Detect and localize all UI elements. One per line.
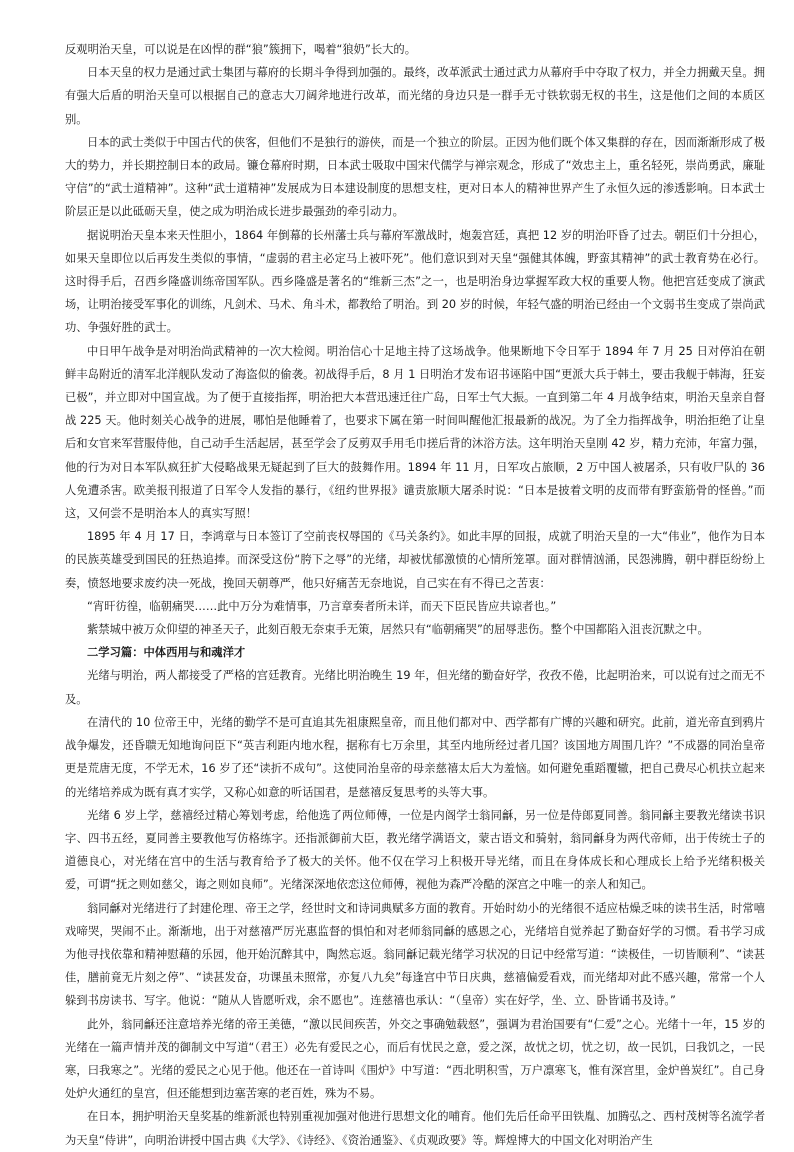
body-paragraph: 此外，翁同龢还注意培养光绪的帝王美德，“激以民间疾苦，外交之事确勉载惄”，强调为君治国要有“仁爱”之心。光绪十一年，15 岁的光绪在一篇声情并茂的御制文中写道“（君王）必先有爱民之心，而后有忧民之意，爱之深，故忧之切，忧之切，故一民饥，曰我饥之，一民寒，曰我寒之”。光绪的爱民之心见于他。他还在一首诗叫《围炉》中写道：“西北明积雪，万户凛寒飞，惟有深宫里，金炉兽炭红”。自己身处炉火通红的皇宫，但还能想到边塞苦寒的老百姓，殊为不易。	[65, 1017, 765, 1101]
document-page	[65, 38, 765, 1152]
body-paragraph: 在日本，拥护明治天皇奖基的维新派也特别重视加强对他进行思想文化的哺育。他们先后任命平田铁胤、加腾弘之、西村茂树等名流学者为天皇“侍讲”，向明治讲授中国古典《大学》、《诗经》、《资治通鉴》、《贞观政要》等。辉煌博大的中国文化对明治产生	[65, 1110, 765, 1147]
body-paragraph: 光绪与明治，两人都接受了严格的宫廷教育。光绪比明治晚生 19 年，但光绪的勤奋好学，孜孜不倦，比起明治来，可以说有过之而无不及。	[65, 669, 765, 706]
body-paragraph: 据说明治天皇本来天性胆小，1864 年倒幕的长州藩士兵与幕府军激战时，炮轰宫廷，真把 12 岁的明治吓昏了过去。朝臣们十分担心，如果天皇即位以后再发生类似的事情，“虚弱的君主必定马上被吓死”。他们意识到对天皇“强健其体魄，野蛮其精神”的武士教育势在必行。这时得手后，召西乡隆盛训练帝国军队。西乡隆盛是著名的“维新三杰”之一，也是明治身边掌握军政大权的重要人物。他把宫廷变成了演武场，让明治接受军事化的训练，凡剑术、马术、角斗术，都教给了明治。到 20 岁的时候，年轻气盛的明治已经由一个文弱书生变成了崇尚武功、争强好胜的武士。	[65, 228, 765, 335]
body-paragraph: 紫禁城中被万众仰望的神圣天子，此刻百般无奈束手无策，居然只有“临朝痛哭”的屈辱悲伤。整个中国都陷入沮丧沉默之中。	[87, 623, 709, 637]
section-heading: 二学习篇：中体西用与和魂洋才	[87, 646, 246, 660]
quote-paragraph: “宵旰彷徨，临朝痛哭……此中万分为难情事，乃言章奏者所未详，而天下臣民皆应共谅者也。”	[87, 599, 557, 613]
body-paragraph: 中日甲午战争是对明治尚武精神的一次大检阅。明治信心十足地主持了这场战争。他果断地下令日军于 1894 年 7 月 25 日对停泊在朝鲜丰岛附近的清军北洋舰队发动了海盗似的偷袭。初战得手后，8 月 1 日明治才发布诏书诬陷中国“更派大兵于韩土，要击我舰于韩海，狂妄已极”，并立即对中国宣战。为了便于直接指挥，明治把大本营迅速迁往广岛，日军士气大振。一直到第二年 4 月战争结束，明治天皇亲自督战 225 天。他时刻关心战争的进展，哪怕是他睡着了，也要求下属在第一时间叫醒他汇报最新的战况。为了全力指挥战争，明治拒绝了让皇后和女官来军营服侍他，自己动手生活起居，甚至学会了反剪双手用毛巾搓后背的沐浴方法。这年明治天皇刚 42 岁，精力充沛，年富力强，他的行为对日本军队疯狂扩大侵略战果无疑起到了巨大的鼓舞作用。1894 年 11 月，日军攻占旅顺，2 万中国人被屠杀，只有收尸队的 36 人免遭杀害。欧美报刊报道了日军令人发指的暴行，《纽约世界报》谴责旅顺大屠杀时说：“日本是披着文明的皮而带有野蛮筋骨的怪兽。”而这，又何尝不是明治本人的真实写照！	[65, 344, 765, 521]
body-paragraph: 翁同龢对光绪进行了封建伦理、帝王之学，经世时文和诗词典赋多方面的教育。开始时幼小的光绪很不适应枯燥乏味的读书生活，时常嘻戏啼哭，哭闹不止。渐渐地，出于对慈禧严厉光惠监督的惧怕和对老师翁同龢的感恩之心，光绪培自觉养起了勤奋好学的习惯。看书学习成为他寻找依靠和精神慰藉的乐园，他开始沉醉其中，陶然忘返。翁同龢记载光绪学习状况的日记中经常写道：“读极佳，一切皆顺利”、“读甚佳，膳前竟无片刻之停”、“读甚发奋，功课虽未照常，亦复八九矣”每逢宫中节日庆典，慈禧偏爱看戏，而光绪却对此不感兴趣，常常一个人躲到书房读书、写字。他说：“随从人皆愿听戏，余不愿也”。连慈禧也承认：“（皇帝）实在好学，坐、立、卧皆诵书及诗。”	[65, 901, 765, 1008]
body-paragraph: 1895 年 4 月 17 日，李鸿章与日本签订了空前丧权辱国的《马关条约》。如此丰厚的回报，成就了明治天皇的一大“伟业”，他作为日本的民族英雄受到国民的狂热追捧。而深受这份“胯下之辱”的光绪，却被忧郁激愤的心情所笼罩。面对群情汹涌，民怨沸腾，朝中群臣纷纷上奏，愤怒地要求废约决一死战，挽回天朝尊严，他只好痛苦无奈地说，自己实在有不得已之苦衷：	[65, 530, 765, 590]
body-paragraph: 日本的武士类似于中国古代的侠客，但他们不是独行的游侠，而是一个独立的阶层。正因为他们既个体又集群的存在，因而渐渐形成了极大的势力，并长期控制日本的政局。镰仓幕府时期，日本武士吸取中国宋代儒学与禅宗观念，形成了“效忠主上，重名轻死，崇尚勇武，廉耻守信”的“武士道精神”。这种“武士道精神”发展成为日本建设制度的思想支柱，更对日本人的精神世界产生了永恒久远的渗透影响。日本武士阶层正是以此砥砺天皇，使之成为明治成长进步最强劲的牵引动力。	[65, 135, 765, 219]
body-paragraph: 光绪 6 岁上学，慈禧经过精心筹划考虑，给他选了两位师傅，一位是内阁学士翁同龢，另一位是侍郎夏同善。翁同龢主要教光绪读书识字、四书五经，夏同善主要教他写仿格练字。还指派御前大臣，教光绪学满语文，蒙古语文和骑射，翁同龢身为两代帝师，出于传统士子的道德良心，对光绪在宫中的生活与教育给予了极大的关怀。他不仅在学习上积极开导光绪，而且在身体成长和心理成长上给予光绪积极关爱，可谓“抚之则如慈父，诲之则如良师”。光绪深深地依恋这位师傅，视他为森严冷酷的深宫之中唯一的亲人和知己。	[65, 808, 765, 892]
body-paragraph: 日本天皇的权力是通过武士集团与幕府的长期斗争得到加强的。最终，改革派武士通过武力从幕府手中夺取了权力，并全力拥戴天皇。拥有强大后盾的明治天皇可以根据自己的意志大刀阔斧地进行改革，而光绪的身边只是一群手无寸铁软弱无权的书生，这是他们之间的本质区别。	[65, 66, 765, 126]
body-paragraph: 反观明治天皇，可以说是在凶悍的群“狼”簇拥下，喝着“狼奶”长大的。	[65, 43, 417, 56]
body-paragraph: 在清代的 10 位帝王中，光绪的勤学不是可直追其先祖康熙皇帝，而且他们都对中、西学都有广博的兴趣和研究。此前，道光帝直到鸦片战争爆发，还昏聩无知地询问臣下“英吉利距内地水程，据称有七万余里，其至内地所经过者几国？该国地方周围几许？”不成器的同治皇帝更是荒唐无度，不学无术，16 岁了还“读折不成句”。这使同治皇帝的母亲慈禧太后大为羞恼。如何避免重蹈覆辙，把自己费尽心机扶立起来的光绪培养成为既有真才实学，又称心如意的听话国君，是慈禧反复思考的头等大事。	[65, 715, 765, 799]
